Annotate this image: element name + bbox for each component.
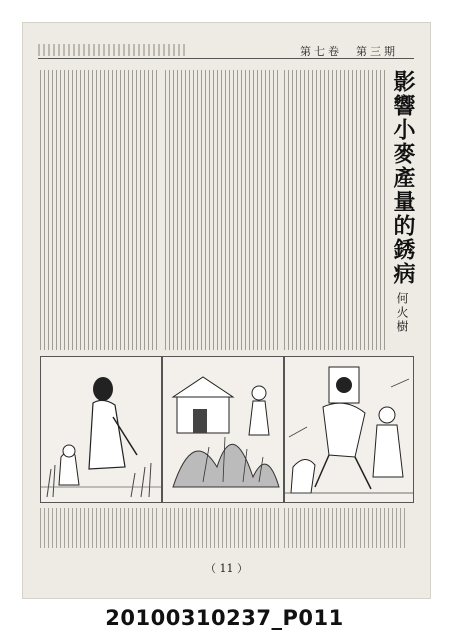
comic-panel-left [40,356,162,503]
article-title: 影響小麥產量的銹病 [390,70,416,286]
text-column-right [284,70,388,350]
article-author: 何火樹 [395,292,409,334]
comic-panel-middle [162,356,284,503]
burning-straw-illustration [163,357,283,502]
header-rule [38,58,414,59]
text-column-left [40,70,160,350]
caption-left [40,508,160,548]
wheat-field-illustration [41,357,161,502]
sick-people-illustration [285,357,413,502]
page-header [38,44,408,56]
text-column-middle [165,70,279,350]
issue-label: 第七卷 第三期 [300,45,398,58]
caption-middle [162,508,282,548]
image-identifier: 20100310237_P011 [105,606,344,630]
header-small-text [38,44,188,56]
comic-panel-right [284,356,414,503]
caption-right [284,508,408,548]
page-number: （ 11 ） [205,562,248,575]
